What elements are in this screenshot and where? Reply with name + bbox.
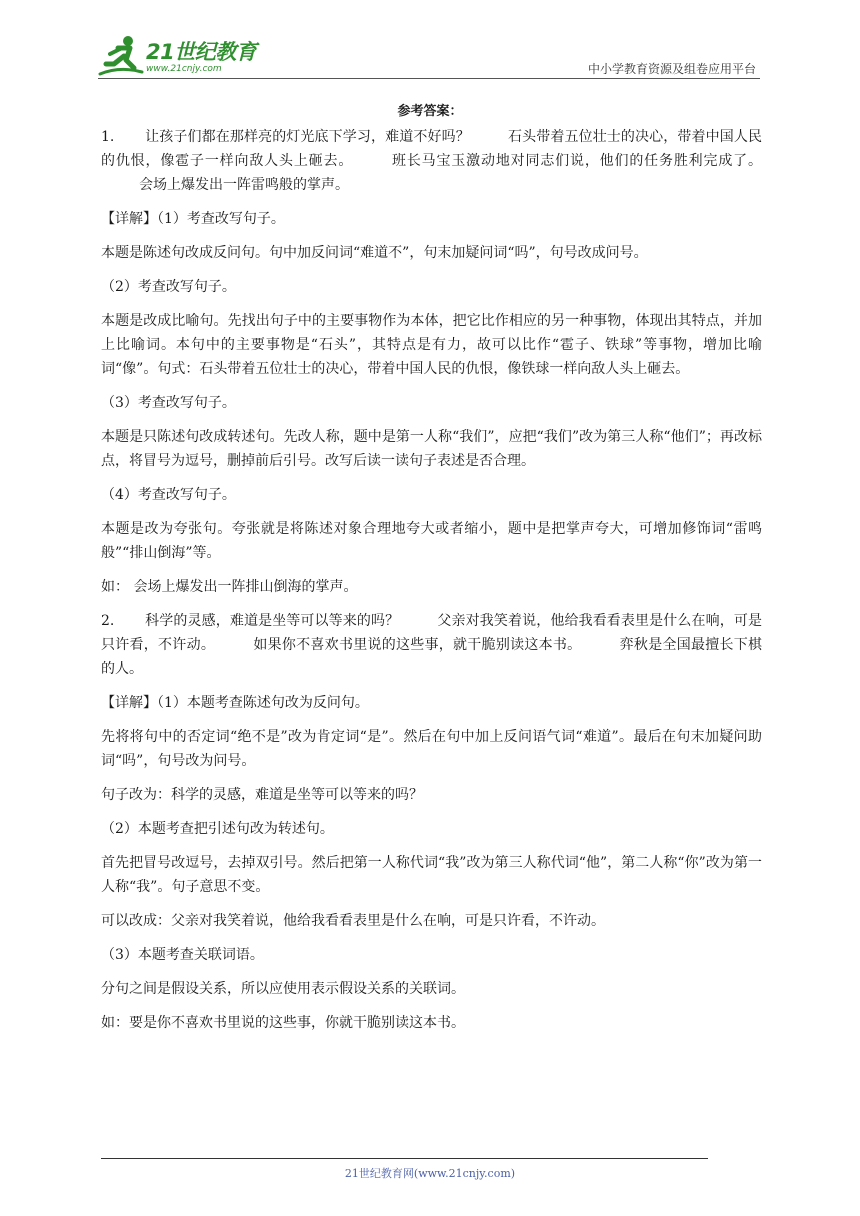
q1-answer-1: 让孩子们都在那样亮的灯光底下学习，难道不好吗？	[145, 129, 470, 145]
q1-answers	[101, 125, 762, 197]
q2-detail-3-body: 分句之间是假设关系，所以应使用表示假设关系的关联词。	[101, 981, 465, 997]
q2-number: 2.	[101, 613, 115, 629]
q1-detail-3-head: （3）考查改写句子。	[101, 395, 236, 411]
q1-detail-4-example: 如： 会场上爆发出一阵排山倒海的掌声。	[101, 579, 358, 595]
q1-detail-2-body: 本题是改成比喻句。先找出句子中的主要事物作为本体，把它比作相应的另一种事物，体现出其特点，并加上比喻词。本句中的主要事物是“石头”，其特点是有力，故可以比作“雹子、铁球”等事物，增加比喻词“像”。句式：石头带着五位壮士的决心，带着中国人民的仇恨，像铁球一样向敌人头上砸去。	[101, 313, 762, 377]
q2-answer-3: 如果你不喜欢书里说的这些事，就干脆别读这本书。	[253, 637, 582, 653]
site-logo	[98, 34, 258, 78]
q1-number: 1.	[101, 129, 115, 145]
q1-answer-4: 会场上爆发出一阵雷鸣般的掌声。	[139, 177, 349, 193]
q2-answers	[101, 609, 762, 681]
q2-answer-2: 父亲对我笑着说，他给我看看表里是什么在响，可是只许看，不许动。	[101, 613, 763, 653]
q1-detail-4-body: 本题是改为夸张句。夸张就是将陈述对象合理地夸大或者缩小，题中是把掌声夸大，可增加修饰词“雷鸣般”“排山倒海”等。	[101, 521, 762, 561]
platform-name: 中小学教育资源及组卷应用平台	[587, 62, 756, 76]
page-footer: 21世纪教育网(www.21cnjy.com)	[344, 1167, 516, 1180]
q2-detail-1-head: 【详解】（1）本题考查陈述句改为反问句。	[101, 695, 369, 711]
q2-detail-1-body: 先将将句中的否定词“绝不是”改为肯定词“是”。然后在句中加上反问语气词“难道”。最后在句末加疑问助词“吗”，句号改为问号。	[101, 729, 762, 769]
q2-detail-2-head: （2）本题考查把引述句改为转述句。	[101, 821, 334, 837]
q2-detail-2-result: 可以改成：父亲对我笑着说，他给我看看表里是什么在响，可是只许看，不许动。	[101, 913, 605, 929]
q1-detail-1-head: 【详解】（1）考查改写句子。	[101, 211, 285, 227]
q2-answer-4: 弈秋是全国最擅长下棋的人。	[101, 637, 763, 677]
q1-detail-1-body: 本题是陈述句改成反问句。句中加反问词“难道不”，句末加疑问词“吗”，句号改成问号。	[101, 245, 648, 261]
answer-content	[101, 125, 762, 1035]
logo-url: www.21cnjy.com	[146, 64, 222, 74]
page-header	[98, 30, 760, 80]
q2-detail-3-example: 如：要是你不喜欢书里说的这些事，你就干脆别读这本书。	[101, 1015, 465, 1031]
q2-detail-3-head: （3）本题考查关联词语。	[101, 947, 264, 963]
q1-detail-2-head: （2）考查改写句子。	[101, 279, 236, 295]
footer-divider	[101, 1158, 708, 1159]
detail-label: 【详解】	[101, 211, 157, 227]
runner-logo-icon	[98, 34, 144, 78]
q1-detail-3-body: 本题是只陈述句改成转述句。先改人称，题中是第一人称“我们”，应把“我们”改为第三人称“他们”；再改标点，将冒号为逗号，删掉前后引号。改写后读一读句子表述是否合理。	[101, 429, 762, 469]
q2-detail-2-body: 首先把冒号改逗号，去掉双引号。然后把第一人称代词“我”改为第三人称代词“他”，第二人称“你”改为第一人称“我”。句子意思不变。	[101, 855, 762, 895]
q1-answer-2: 石头带着五位壮士的决心，带着中国人民的仇恨，像雹子一样向敌人头上砸去。	[101, 129, 763, 169]
page-title: 参考答案：	[397, 104, 463, 119]
q2-detail-1-result: 句子改为：科学的灵感，难道是坐等可以等来的吗？	[101, 787, 423, 803]
q1-answer-3: 班长马宝玉激动地对同志们说，他们的任务胜利完成了。	[391, 153, 763, 169]
q1-detail-4-head: （4）考查改写句子。	[101, 487, 236, 503]
header-divider	[98, 78, 760, 79]
logo-text: 21世纪教育	[146, 40, 257, 64]
detail-label: 【详解】	[101, 695, 157, 711]
q2-answer-1: 科学的灵感，难道是坐等可以等来的吗？	[145, 613, 400, 629]
